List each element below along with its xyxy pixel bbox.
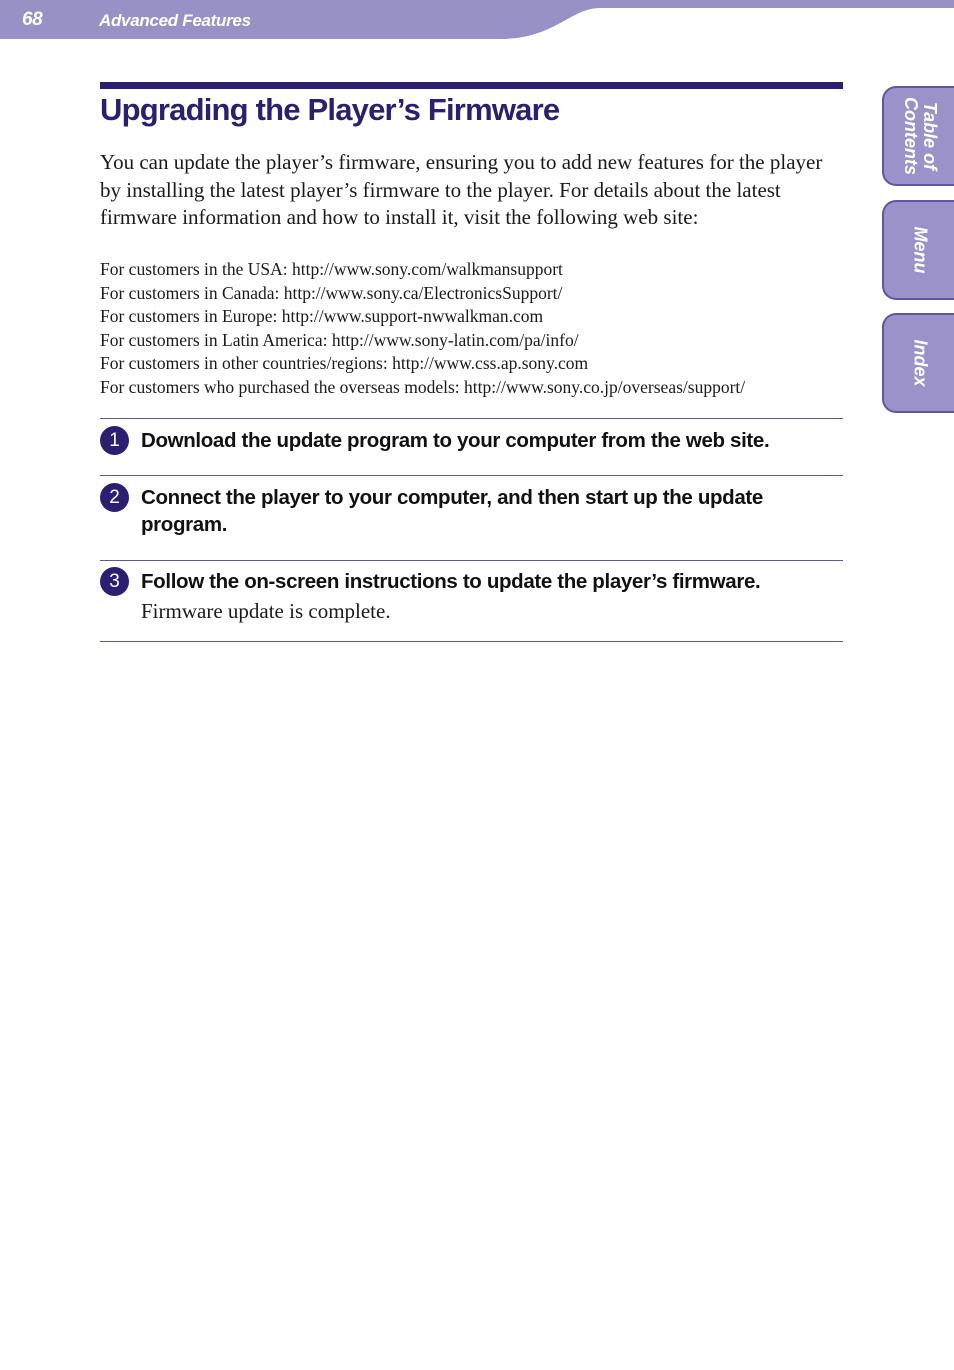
tab-label-line: Contents [901, 97, 921, 175]
tab-label: Menu [910, 226, 931, 274]
tab-label-line: Table of [920, 101, 940, 171]
step-number-badge: 2 [100, 483, 129, 512]
section-name: Advanced Features [99, 11, 251, 30]
support-site-usa: For customers in the USA: http://www.sony.com/walkmansupport [100, 259, 563, 279]
support-site-europe: For customers in Europe: http://www.support-nwwalkman.com [100, 306, 544, 327]
step-result-note: Firmware update is complete. [141, 599, 391, 623]
tab-index[interactable] [882, 313, 954, 413]
support-site-latin-america: For customers in Latin America: http://www.sony-latin.com/pa/info/ [100, 329, 579, 350]
tab-label: Index [910, 339, 931, 387]
step-divider [100, 641, 843, 642]
step-divider [100, 560, 843, 561]
intro-paragraph: You can update the player’s firmware, ensuring you to add new features for the player by installing the latest player’s firmware to the player. For details about the latest firmware information and how to install it, visit the following web site: [100, 150, 823, 229]
page-title: Upgrading the Player’s Firmware [100, 92, 560, 127]
support-site-overseas-models: For customers who purchased the overseas models: http://www.sony.co.jp/overseas/support/ [100, 376, 746, 397]
title-rule [100, 82, 843, 89]
tab-table-of-contents[interactable] [882, 86, 954, 186]
step-instruction: Follow the on-screen instructions to update the player’s firmware. [141, 570, 761, 593]
support-site-other-regions: For customers in other countries/regions: http://www.css.ap.sony.com [100, 353, 589, 374]
step-instruction: Connect the player to your computer, and then start up the update program. [141, 486, 763, 536]
side-navigation-tabs [880, 0, 954, 420]
page-number: 68 [22, 9, 43, 30]
step-number-badge: 1 [100, 426, 129, 455]
support-site-list [100, 258, 860, 400]
support-site-canada: For customers in Canada: http://www.sony.ca/ElectronicsSupport/ [100, 282, 563, 303]
step-divider [100, 475, 843, 476]
header-band [0, 0, 954, 40]
step-instruction: Download the update program to your computer from the web site. [141, 429, 770, 452]
step-number-badge: 3 [100, 567, 129, 596]
tab-label [901, 97, 939, 175]
tab-menu[interactable] [882, 200, 954, 300]
step-divider [100, 418, 843, 419]
